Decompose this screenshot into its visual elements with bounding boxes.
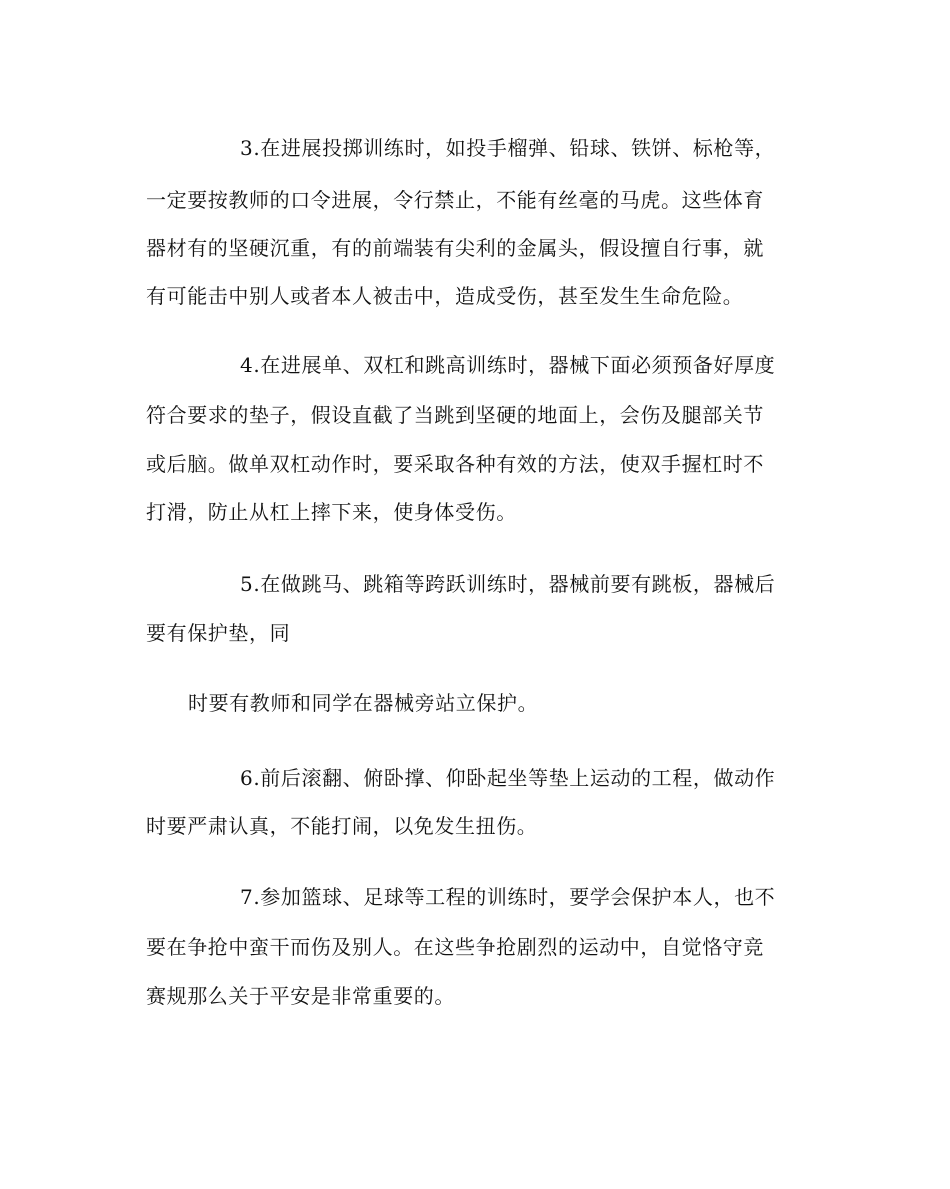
paragraph-line: 3.在进展投掷训练时，如投手榴弹、铅球、铁饼、标枪等， [240, 136, 776, 160]
paragraph-line: 时要严肃认真，不能打闹，以免发生扭伤。 [146, 814, 538, 838]
paragraph-line: 一定要按教师的口令进展，令行禁止，不能有丝毫的马虎。这些体育 [146, 188, 764, 212]
paragraph-line: 符合要求的垫子，假设直截了当跳到坚硬的地面上，会伤及腿部关节 [146, 403, 764, 427]
paragraph-line: 要有保护垫，同 [146, 621, 291, 645]
paragraph-line: 器材有的坚硬沉重，有的前端装有尖利的金属头，假设擅自行事，就 [146, 236, 764, 260]
paragraph-line: 有可能击中别人或者本人被击中，造成受伤，甚至发生生命危险。 [146, 284, 744, 308]
paragraph-line: 要在争抢中蛮干而伤及别人。在这些争抢剧烈的运动中，自觉恪守竞 [146, 935, 764, 959]
paragraph-line: 5.在做跳马、跳箱等跨跃训练时，器械前要有跳板，器械后 [240, 572, 776, 596]
paragraph-line: 7.参加篮球、足球等工程的训练时，要学会保护本人，也不 [240, 885, 776, 909]
paragraph-line: 4.在进展单、双杠和跳高训练时，器械下面必须预备好厚度 [240, 353, 776, 377]
paragraph-line: 或后脑。做单双杠动作时，要采取各种有效的方法，使双手握杠时不 [146, 452, 764, 476]
paragraph-line: 6.前后滚翻、俯卧撑、仰卧起坐等垫上运动的工程，做动作 [240, 766, 776, 790]
paragraph-line: 赛规那么关于平安是非常重要的。 [146, 984, 455, 1008]
paragraph-line: 时要有教师和同学在器械旁站立保护。 [188, 691, 539, 715]
paragraph-line: 打滑，防止从杠上摔下来，使身体受伤。 [146, 500, 517, 524]
